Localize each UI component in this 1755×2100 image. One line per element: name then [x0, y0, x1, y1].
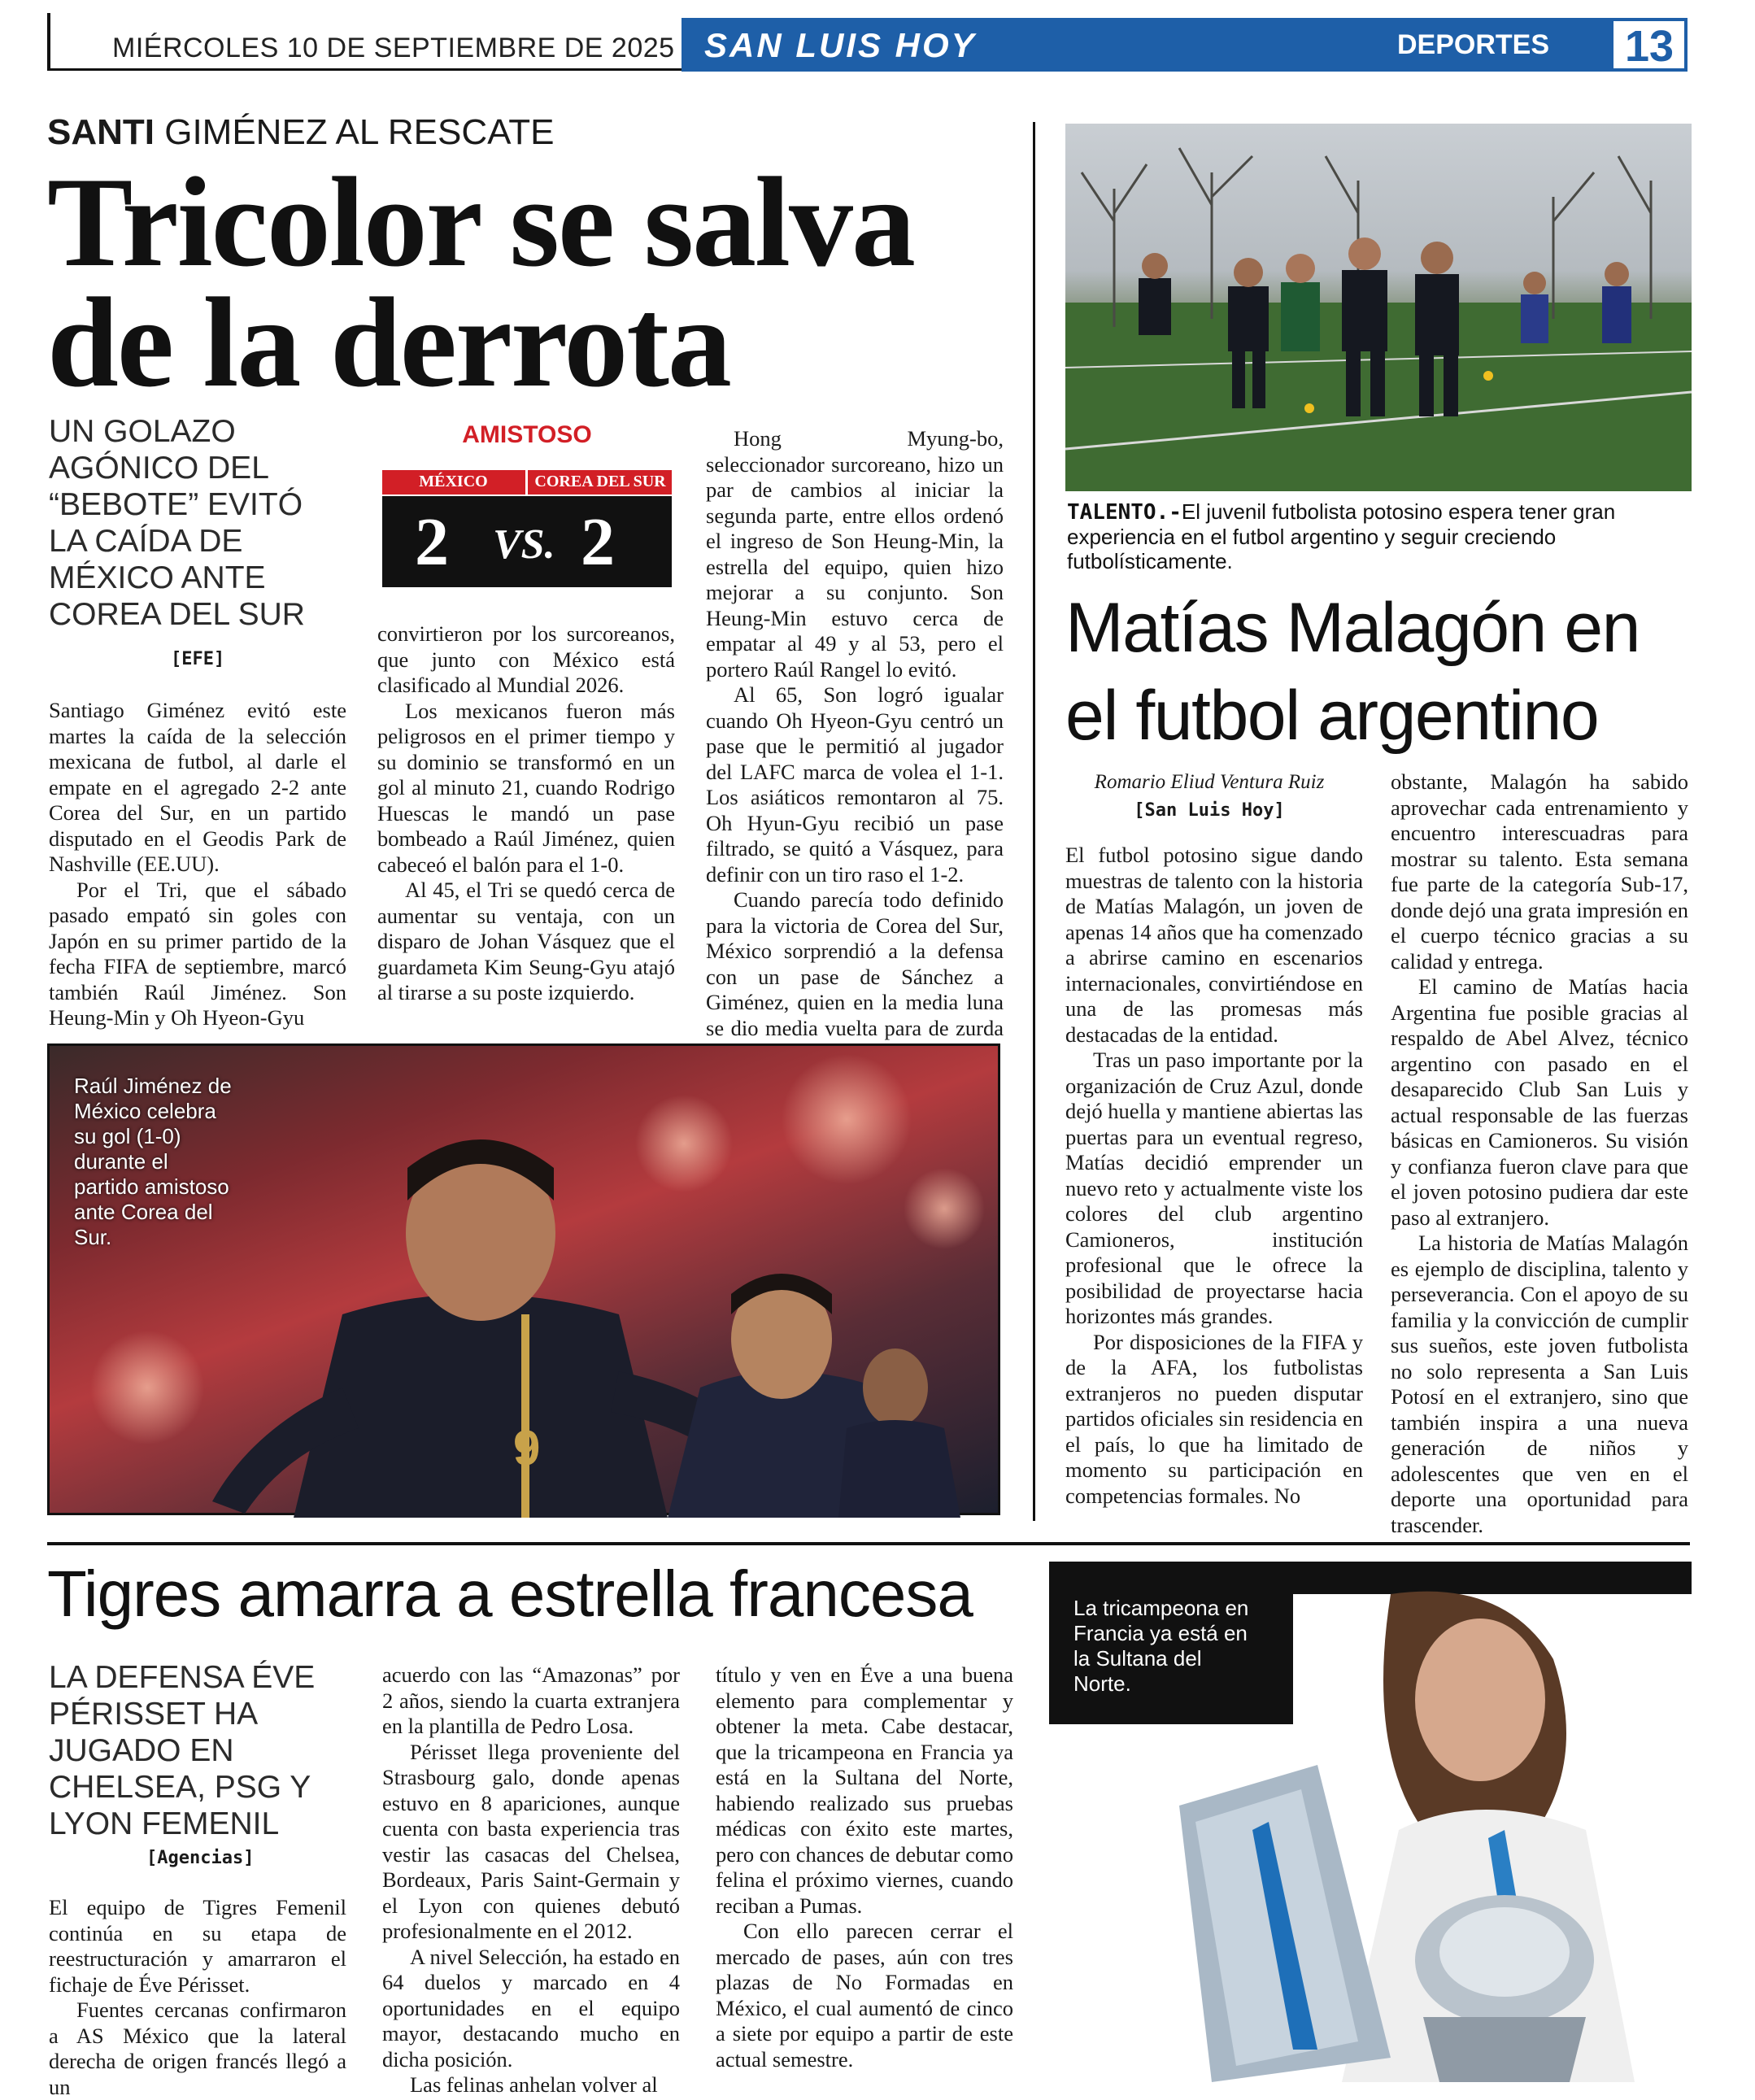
story3-col3 — [716, 1662, 1013, 2072]
header-bottom-rule — [47, 68, 682, 71]
story1-col1 — [49, 698, 346, 1031]
caption-bold: TALENTO.- — [1067, 500, 1182, 525]
story3-top-rule — [47, 1542, 1690, 1545]
header-date: MIÉRCOLES 10 DE SEPTIEMBRE DE 2025 — [112, 33, 675, 63]
score2: 2 — [581, 504, 615, 580]
section-name: DEPORTES — [1397, 29, 1550, 60]
story1-agency: [EFE] — [171, 649, 225, 669]
paragraph: Hong Myung-bo, seleccionador surcoreano, hizo un par de cambios al iniciar la segunda parte, entre ellos ordenó el ingreso de Son Heung-Min, la estrella del equipo, quien hizo mejorar a su conjunto. Son Heung-Min estuvo cerca de empatar al 49 y al 53, pero el portero Raúl Rangel lo evitó. — [706, 426, 1004, 682]
kicker-bold: SANTI — [47, 112, 155, 152]
paragraph: Périsset llega proveniente del Strasbourg galo, donde apenas estuvo en 8 apariciones, aunque cuenta con basta experiencia tras vestir las casacas del Chelsea, Bordeaux, Paris Saint-Germain y el Lyon con quienes debutó profesionalmente en el 2012. — [382, 1739, 680, 1943]
headline-line1: Tricolor se salva — [47, 151, 914, 294]
story2-photo-caption — [1067, 499, 1693, 573]
header-bar — [682, 18, 1688, 72]
paragraph: Con ello parecen cerrar el mercado de pases, aún con tres plazas de No Formadas en México, el cual aumentó de cinco a siete por equipo a partir de este actual semestre. — [716, 1919, 1013, 2072]
paragraph: Santiago Giménez evitó este martes la caída de la selección mexicana de futbol, al darle el empate en el agregado 2-2 ante Corea del Sur, en un partido disputado en el Geodis Park de Nashville (EE.UU). — [49, 698, 346, 876]
paragraph: Fuentes cercanas confirmaron a AS México que la lateral derecha de origen francés llegó a un — [49, 1998, 346, 2099]
story2-col1 — [1065, 843, 1363, 1509]
story3-headline: Tigres amarra a estrella francesa — [47, 1558, 973, 1630]
paragraph: Cuando parecía todo definido para la victoria de Corea del Sur, México sorprendió a la defensa con un pase de Sánchez a Giménez, quien en la media luna se dio media vuelta para de zurda — [706, 887, 1004, 1040]
story3-col1 — [49, 1895, 346, 2100]
story3-photo-caption: La tricampeona en Francia ya está en la Sultana del Norte. — [1073, 1596, 1249, 1696]
paragraph: El futbol potosino sigue dando muestras de talento con la historia de Matías Malagón, un joven de apenas 14 años que ha comenzado a abrirse camino en escenarios internacionales, convirtiéndose en una de las promesas más destacadas de la entidad. — [1065, 843, 1363, 1047]
team-divider — [525, 470, 528, 495]
paragraph: Al 45, el Tri se quedó cerca de aumentar su ventaja, con un disparo de Johan Vásquez que el guardameta Kim Seung-Gyu atajó al tirarse a su poste izquierdo. — [377, 878, 675, 1004]
paragraph: Por el Tri, que el sábado pasado empató sin goles con Japón en su primer partido de la fecha FIFA de septiembre, marcó también Raúl Jiménez. Son Heung-Min y Oh Hyeon-Gyu — [49, 877, 346, 1030]
story2-agency: [San Luis Hoy] — [1134, 800, 1285, 821]
training-illustration — [1065, 124, 1692, 491]
story1-deck: UN GOLAZO AGÓNICO DEL “BEBOTE” EVITÓ LA CAÍDA DE MÉXICO ANTE COREA DEL SUR — [49, 414, 305, 632]
paragraph: La historia de Matías Malagón es ejemplo de disciplina, talento y perseverancia. Con el apoyo de su familia y la convicción de cumplir sus sueños, este joven futbolista no solo representa a San Luis Potosí en el extranjero, sino que también inspira a una nueva generación de niños y adolescentes que ven en el deporte una oportunidad para trascender. — [1391, 1231, 1688, 1537]
column-divider — [1033, 122, 1035, 1521]
story1-col3 — [706, 426, 1004, 1067]
story3-photo — [1049, 1562, 1692, 2082]
paragraph: Tras un paso importante por la organización de Cruz Azul, donde dejó huella y mantiene abiertas las puertas para un eventual regreso, Matías decidió emprender un nuevo reto y actualmente viste los colores del club argentino Camioneros, institución profesional que le ofrece la posibilidad de proyectarse hacia horizontes más grandes. — [1065, 1048, 1363, 1328]
story3-deck: LA DEFENSA ÉVE PÉRISSET HA JUGADO EN CHELSEA, PSG Y LYON FEMENIL — [49, 1660, 316, 1841]
paragraph: convirtieron por los surcoreanos, que junto con México está clasificado al Mundial 2026. — [377, 621, 675, 697]
story1-kicker — [47, 112, 554, 153]
score-box — [382, 496, 672, 587]
story3-col2 — [382, 1662, 680, 2098]
team1-label: MÉXICO — [419, 473, 488, 490]
story2-author: Romario Eliud Ventura Ruiz — [1094, 771, 1325, 793]
paragraph: A nivel Selección, ha estado en 64 duelos y marcado en 4 oportunidades en el equipo mayor, destacando mucho en dicha posición. — [382, 1944, 680, 2072]
story2-headline: Matías Malagón en el futbol argentino — [1065, 589, 1640, 755]
story1-col2 — [377, 621, 675, 1006]
caption-rest: El juvenil futbolista potosino espera tener gran experiencia en el futbol argentino y seguir creciendo futbolísticamente. — [1067, 499, 1616, 573]
page-number: 13 — [1624, 22, 1674, 71]
score1: 2 — [415, 504, 449, 580]
story1-headline — [47, 151, 914, 414]
story2-col2 — [1391, 769, 1688, 1538]
paragraph: El camino de Matías hacia Argentina fue posible gracias al respaldo de Abel Alvez, técnico argentino con pasado en el desaparecido Club San Luis y actual responsable de las fuerzas básicas en Camioneros. Su visión y confianza fueron clave para que el joven potosino pudiera dar este paso al extranjero. — [1391, 974, 1688, 1230]
headline-line2: de la derrota — [47, 272, 730, 414]
paragraph: Los mexicanos fueron más peligrosos en el primer tiempo y su dominio se transformó en un gol al minuto 21, cuando Rodrigo Huescas le mandó un pase bombeado a Raúl Jiménez, quien cabeceó el balón para el 1-0. — [377, 698, 675, 877]
paragraph: El equipo de Tigres Femenil continúa en su etapa de reestructuración y amarraron el fichaje de Éve Périsset. — [49, 1895, 346, 1997]
newspaper-name: SAN LUIS HOY — [704, 26, 977, 64]
paragraph: título y ven en Éve a una buena elemento para complementar y obtener la meta. Cabe destacar, que la tricampeona en Francia ya está en la Sultana del Norte, habiendo realizado sus pruebas médicas con éxito este martes, pero con chances de debutar como felina el próximo viernes, cuando reciban a Pumas. — [716, 1662, 1013, 1918]
team2-label: COREA DEL SUR — [534, 473, 666, 490]
header-left-rule — [47, 13, 50, 70]
scoreboard-label: AMISTOSO — [462, 421, 592, 448]
team-bar — [382, 470, 672, 495]
paragraph: Al 65, Son logró igualar cuando Oh Hyeon-Gyu centró un pase que le permitió al jugador del LAFC marca de volea el 1-1. Los asiáticos remontaron al 75. Oh Hyun-Gyu recibió un pase filtrado, se quitó a Vásquez, para definir con un tiro raso el 1-2. — [706, 682, 1004, 887]
paragraph: acuerdo con las “Amazonas” por 2 años, siendo la cuarta extranjera en la plantilla de Pedro Losa. — [382, 1662, 680, 1738]
paragraph: Por disposiciones de la FIFA y de la AFA, los futbolistas extranjeros no pueden disputar partidos oficiales sin residencia en el país, lo que ha limitado de momento su participación en competencias formales. No — [1065, 1329, 1363, 1508]
paragraph: Las felinas anhelan volver al — [410, 2072, 658, 2097]
story3-agency: [Agencias] — [146, 1848, 255, 1868]
story2-photo — [1065, 124, 1692, 491]
story1-photo — [47, 1043, 1000, 1515]
vs-label: VS. — [493, 521, 555, 568]
story1-photo-caption: Raúl Jiménez de México celebra su gol (1-0) durante el partido amistoso ante Corea del Sur. — [74, 1074, 232, 1249]
svg-text:9: 9 — [513, 1421, 541, 1475]
paragraph: obstante, Malagón ha sabido aprovechar cada entrenamiento y encuentro interescuadras para mostrar su talento. Esta semana fue parte de la categoría Sub-17, donde dejó una grata impresión en el cuerpo técnico gracias a su calidad y entrega. — [1391, 769, 1688, 974]
scoreboard — [382, 421, 672, 590]
kicker-rest: GIMÉNEZ AL RESCATE — [155, 112, 555, 152]
